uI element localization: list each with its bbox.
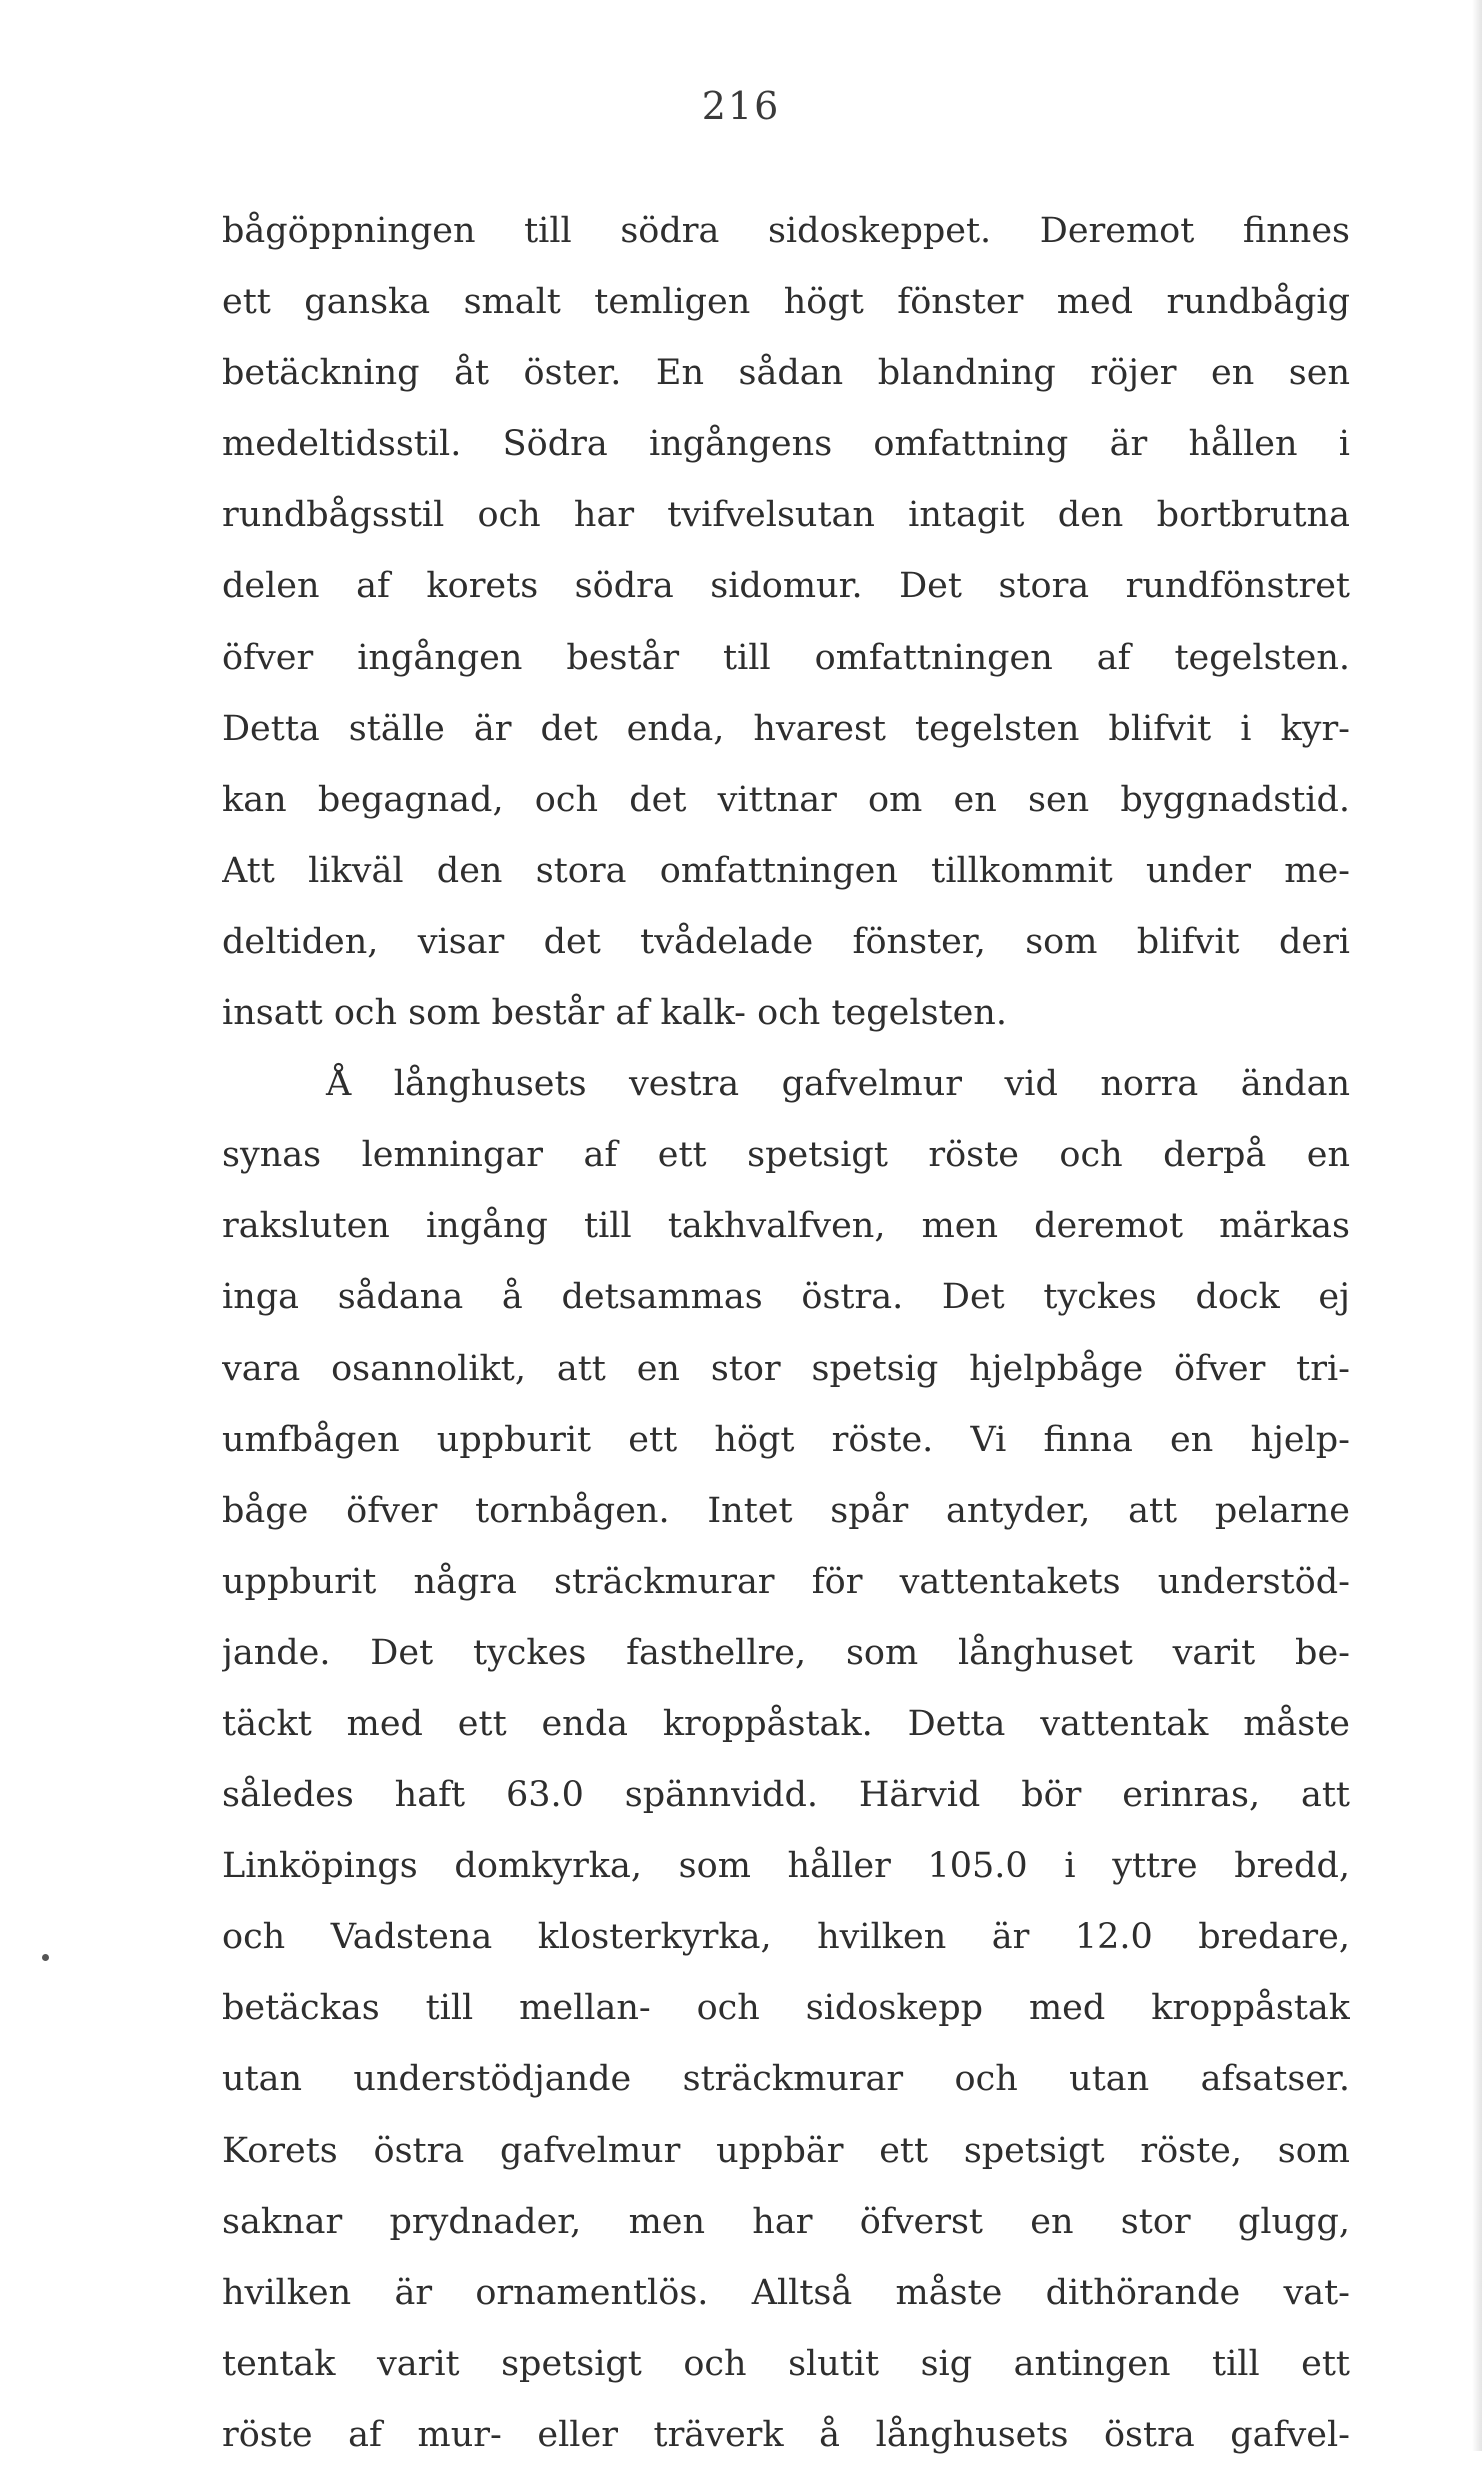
text-line: raksluten ingång till takhvalfven, men deremot märkas (222, 1206, 1350, 1247)
text-line: röste af mur- eller träverk å långhusets östra gafvel- (222, 2414, 1350, 2455)
text-line: ett ganska smalt temligen högt fönster med rundbågig (222, 282, 1350, 323)
text-line: båge öfver tornbågen. Intet spår antyder, att pelarne (222, 1490, 1350, 1531)
text-line: vara osannolikt, att en stor spetsig hjelpbåge öfver tri- (222, 1348, 1350, 1389)
text-line: tentak varit spetsigt och slutit sig antingen till ett (222, 2343, 1350, 2384)
text-line: Linköpings domkyrka, som håller 105.0 i yttre bredd, (222, 1846, 1350, 1887)
text-line: synas lemningar af ett spetsigt röste och derpå en (222, 1135, 1350, 1176)
text-line: umfbågen uppburit ett högt röste. Vi finna en hjelp- (222, 1419, 1350, 1460)
text-line: saknar prydnader, men har öfverst en stor glugg, (222, 2201, 1350, 2242)
margin-ink-mark (42, 1954, 49, 1961)
text-line: och Vadstena klosterkyrka, hvilken är 12.0 bredare, (222, 1917, 1350, 1958)
text-line: delen af korets södra sidomur. Det stora rundfönstret (222, 566, 1350, 607)
text-line: bågöppningen till södra sidoskeppet. Deremot finnes (222, 211, 1350, 251)
text-line: jande. Det tyckes fasthellre, som långhuset varit be- (222, 1632, 1350, 1673)
page-number: 216 (701, 84, 781, 128)
text-line: deltiden, visar det tvådelade fönster, som blifvit deri (222, 921, 1350, 962)
paragraph-start-line: Å långhusets vestra gafvelmur vid norra ändan (326, 1064, 1350, 1105)
text-line: täckt med ett enda kroppåstak. Detta vattentak måste (222, 1703, 1350, 1744)
text-line: medeltidsstil. Södra ingångens omfattning är hållen i (222, 424, 1350, 465)
text-body (222, 196, 1350, 2471)
page-edge-shadow (1472, 0, 1482, 2451)
text-line: Detta ställe är det enda, hvarest tegelsten blifvit i kyr- (222, 708, 1350, 749)
text-line: öfver ingången består till omfattningen af tegelsten. (222, 637, 1350, 678)
paragraph-end-line: insatt och som består af kalk- och tegelsten. (222, 993, 1007, 1034)
text-line: inga sådana å detsammas östra. Det tyckes dock ej (222, 1277, 1350, 1318)
text-line: således haft 63.0 spännvidd. Härvid bör erinras, att (222, 1775, 1350, 1816)
text-line: betäckning åt öster. En sådan blandning röjer en sen (222, 353, 1350, 394)
text-line: uppburit några sträckmurar för vattentakets understöd- (222, 1561, 1350, 1602)
text-line: Korets östra gafvelmur uppbär ett spetsigt röste, som (222, 2130, 1350, 2171)
text-line: rundbågsstil och har tvifvelsutan intagit den bortbrutna (222, 495, 1350, 536)
text-line: betäckas till mellan- och sidoskepp med kroppåstak (222, 1988, 1350, 2029)
text-line: Att likväl den stora omfattningen tillkommit under me- (222, 850, 1350, 891)
text-line: utan understödjande sträckmurar och utan afsatser. (222, 2059, 1350, 2100)
text-line: hvilken är ornamentlös. Alltså måste dithörande vat- (222, 2272, 1350, 2313)
text-line: kan begagnad, och det vittnar om en sen byggnadstid. (222, 779, 1350, 820)
